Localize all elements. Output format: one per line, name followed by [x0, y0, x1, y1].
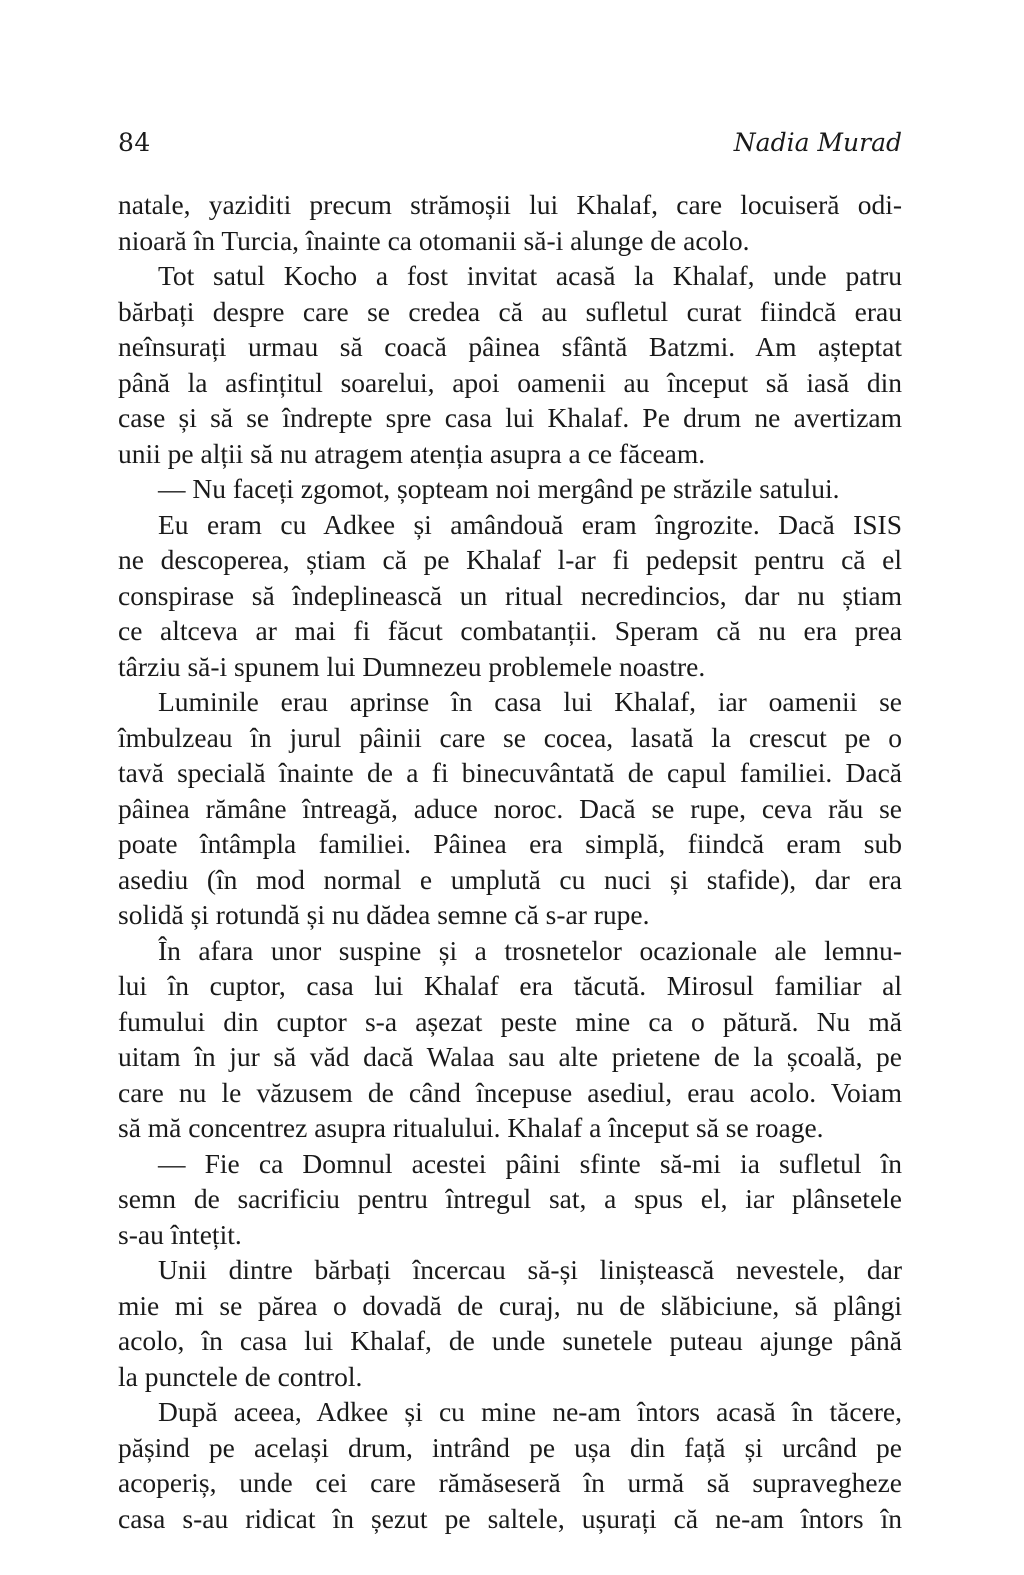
text-line: îmbulzeau în jurul pâinii care se cocea, lasată la crescut pe o — [118, 721, 902, 753]
text-line: ne descoperea, știam că pe Khalaf l-ar fi pedepsit pentru că el — [118, 544, 902, 575]
text-line: fumului din cuptor s-a așezat peste mine ca o pătură. Nu mă — [118, 1005, 902, 1037]
text-line: pâinea rămâne întreagă, aduce noroc. Dacă se rupe, ceva rău se — [118, 792, 902, 824]
text-line: Luminile erau aprinse în casa lui Khalaf, iar oamenii se — [158, 686, 902, 717]
text-line: Tot satul Kocho a fost invitat acasă la Khalaf, unde patru — [158, 260, 902, 291]
text-line: solidă și rotundă și nu dădea semne că s-ar rupe. — [118, 899, 650, 930]
text-line: asediu (în mod normal e umplută cu nuci și stafide), dar era — [118, 863, 902, 895]
text-line: ce altceva ar mai fi făcut combatanții. Speram că nu era prea — [118, 615, 902, 646]
text-line: până la asfințitul soarelui, apoi oamenii au început să iasă din — [118, 366, 902, 398]
text-line: neînsurați urmau să coacă pâinea sfântă Batzmi. Am așteptat — [118, 331, 902, 362]
text-line: natale, yaziditi precum strămoșii lui Khalaf, care locuiseră odi- — [118, 189, 902, 220]
text-line: casa s-au ridicat în șezut pe saltele, ușurați că ne-am întors în — [118, 1502, 902, 1534]
text-line: la punctele de control. — [118, 1360, 363, 1392]
text-line: să mă concentrez asupra ritualului. Khalaf a început să se roage. — [118, 1112, 824, 1143]
text-line: poate întâmpla familiei. Pâinea era simplă, fiindcă eram sub — [118, 828, 902, 859]
text-line: nioară în Turcia, înainte ca otomanii să-i alunge de acolo. — [118, 224, 750, 256]
text-line: lui în cuptor, casa lui Khalaf era tăcută. Mirosul familiar al — [118, 970, 902, 1001]
text-line: mie mi se părea o dovadă de curaj, nu de slăbiciune, să plângi — [118, 1289, 902, 1321]
body-text — [118, 187, 902, 1536]
text-line: târziu să-i spunem lui Dumnezeu problemele noastre. — [118, 650, 706, 682]
text-line: acolo, în casa lui Khalaf, de unde sunetele puteau ajunge până — [118, 1325, 902, 1356]
text-line: Unii dintre bărbați încercau să-și liniștească nevestele, dar — [158, 1254, 902, 1285]
text-line: — Nu faceți zgomot, șopteam noi mergând pe străzile satului. — [158, 473, 840, 504]
text-line: uitam în jur să văd dacă Walaa sau alte prietene de la școală, pe — [118, 1041, 902, 1072]
text-line: În afara unor suspine și a trosnetelor ocazionale ale lemnu- — [158, 934, 902, 966]
page-number: 84 — [118, 128, 151, 157]
text-line: pășind pe același drum, intrând pe ușa din față și urcând pe — [118, 1431, 902, 1463]
text-line: bărbați despre care se credea că au sufletul curat fiindcă erau — [118, 295, 902, 327]
text-line: conspirase să îndeplinească un ritual necredincios, dar nu știam — [118, 579, 902, 611]
text-line: tavă specială înainte de a fi binecuvântată de capul familiei. Dacă — [118, 757, 902, 788]
text-line: acoperiș, unde cei care rămăseseră în urmă să supravegheze — [118, 1467, 902, 1498]
text-line: După aceea, Adkee și cu mine ne-am întors acasă în tăcere, — [158, 1396, 902, 1427]
text-line: s-au întețit. — [118, 1218, 242, 1250]
text-line: semn de sacrificiu pentru întregul sat, a spus el, iar plânsetele — [118, 1183, 902, 1214]
running-head-author: Nadia Murad — [733, 128, 902, 157]
text-line: care nu le văzusem de când începuse asediul, erau acolo. Voiam — [118, 1076, 902, 1108]
page-header — [118, 128, 902, 168]
text-line: unii pe alții să nu atragem atenția asupra a ce făceam. — [118, 437, 706, 469]
text-line: Eu eram cu Adkee și amândouă eram îngrozite. Dacă ISIS — [158, 508, 902, 540]
text-line: — Fie ca Domnul acestei pâini sfinte să-mi ia sufletul în — [158, 1147, 902, 1179]
text-line: case și să se îndrepte spre casa lui Khalaf. Pe drum ne avertizam — [118, 402, 902, 433]
